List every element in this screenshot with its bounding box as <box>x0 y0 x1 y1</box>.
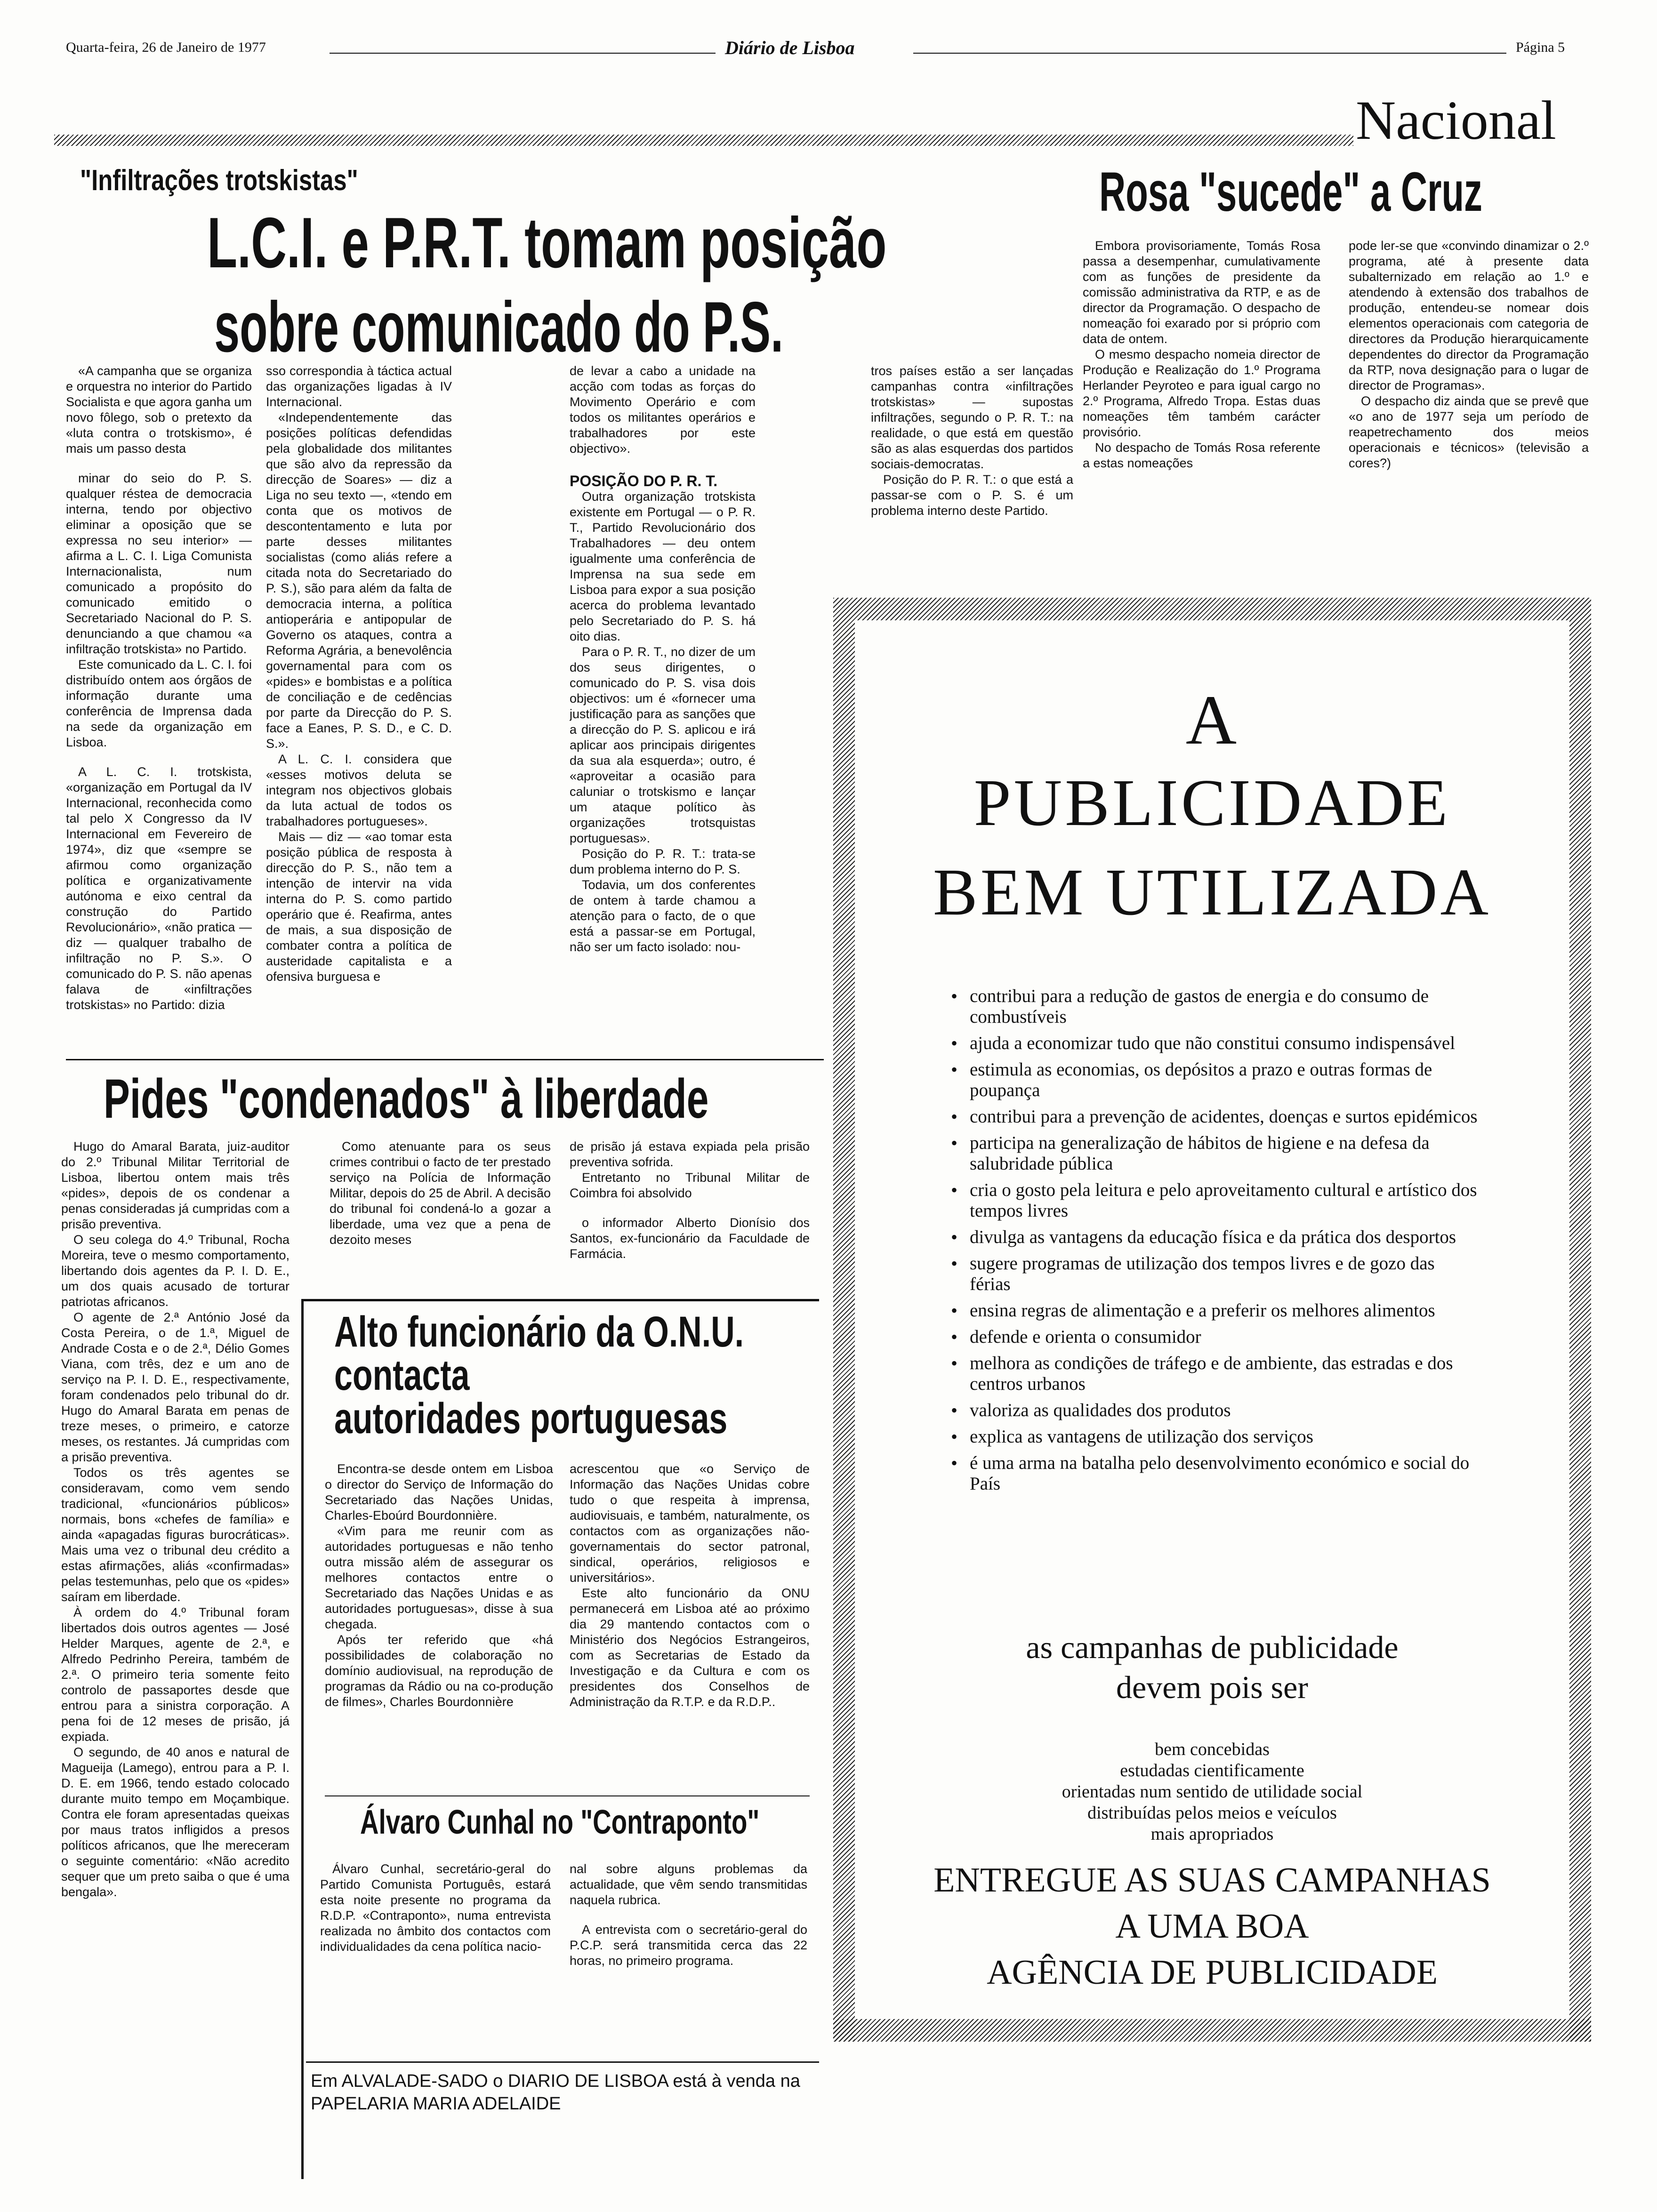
onu-c2-p2: Este alto funcionário da ONU permanecerá em Lisboa até ao próximo dia 29 mantendo contactos com o Ministério dos Negócios Estrangeiros, com as Secretarias de Estado da Investigação e da Cultura e com os presidentes dos Conselhos de Administração da R.T.P. e da R.D.P.. <box>570 1586 810 1709</box>
ad-bullet: • sugere programas de utilização dos tempos livres e de gozo das férias <box>951 1253 1478 1295</box>
rosa-c1-p2: O mesmo despacho nomeia director de Produção e Realização do 1.º Programa Herlander Peyroteo e para igual cargo no 2.º Programa, Alfredo Tropa. Estas duas nomeações têm também carácter provisório. <box>1083 347 1320 439</box>
rosa-c1-p3: No despacho de Tomás Rosa referente a estas nomeações <box>1083 441 1320 470</box>
ad-footer-line-3: AGÊNCIA DE PUBLICIDADE <box>987 1953 1438 1992</box>
onu-box-left <box>301 1299 304 2179</box>
ad-frame-bottom <box>833 2019 1591 2042</box>
cunhal-c2-p2: A entrevista com o secretário-geral do P.C.P. será transmitida cerca das 22 horas, no primeiro programa. <box>570 1923 807 1968</box>
ad-bullet: • participa na generalização de hábitos de higiene e na defesa da salubridade pública <box>951 1133 1478 1174</box>
cunhal-headline: Álvaro Cunhal no "Contraponto" <box>360 1803 760 1841</box>
lci-c1-p3: Este comunicado da L. C. I. foi distribuído ontem aos órgãos de informação durante uma conferência de Imprensa dada na sede da organização em Lisboa. <box>66 657 252 749</box>
ad-small-line: estudadas cientificamente <box>1120 1761 1304 1780</box>
pides-c2-p1: Como atenuante para os seus crimes contribui o facto de ter prestado serviço na Polícia de Informação Militar, depois do 25 de Abril. A decisão do tribunal foi condená-lo a gozar a liberdade, uma vez que a pena de dezoito meses <box>330 1139 551 1247</box>
ad-small-line: orientadas num sentido de utilidade social <box>1062 1782 1363 1802</box>
ad-bullet: • explica as vantagens de utilização dos serviços <box>951 1427 1478 1447</box>
page-number: Página 5 <box>1516 40 1565 55</box>
cunhal-column-1 <box>320 1861 551 2050</box>
pides-c1-p1: Hugo do Amaral Barata, juiz-auditor do 2.º Tribunal Militar Territorial de Lisboa, libertou ontem mais três «pides», depois de os condenar a penas consideradas já cumpridas com a prisão preventiva. <box>61 1139 290 1231</box>
pides-c1-p5: À ordem do 4.º Tribunal foram libertados dois outros agentes — José Helder Marques, agente de 2.ª, e Alfredo Pedrinho Pereira, também de 2.ª. O primeiro teria somente feito controlo de passaportes desde que entrou para a sinistra corporação. A pena foi de 12 meses de prisão, já expiada. <box>61 1605 290 1744</box>
lci-column-2 <box>266 363 452 1041</box>
lci-c1-p4: A L. C. I. trotskista, «organização em Portugal da IV Internacional, reconhecida como tal pelo X Congresso da IV Internacional em Fevereiro de 1974», diz que «sempre se afirmou como organização política e organizativamente autónoma e eixo central da construção do Partido Revolucionário», «não pratica — diz — qualquer trabalho de infiltração no P. S.». O comunicado do P. S. não apenas falava de «infiltrações trotskistas» no Partido: dizia <box>66 765 252 1012</box>
ad-frame-left <box>833 598 855 2042</box>
onu-box-top <box>301 1299 819 1301</box>
lci-c2-p2: «Independentemente das posições políticas defendidas pela globalidade dos militantes que são alvo da repressão da direcção de Soares» — diz a Liga no seu texto —, «tendo em conta que os motivos de descontentamento e luta por parte desses militantes socialistas (como aliás refere a citada nota do Secretariado do P. S.), são para além da falta de democracia interna, a política antioperária e antipopular de Governo os ataques, contra a Reforma Agrária, a benevolência governamental para com os «pides» e bombistas e a política de conciliação e de cedências por parte da Direcção do P. S. face a Eanes, P. S. D., e C. D. S.». <box>266 410 452 751</box>
pides-c3-p3: o informador Alberto Dionísio dos Santos, ex-funcionário da Faculdade de Farmácia. <box>570 1216 810 1261</box>
onu-column-2 <box>570 1461 810 1781</box>
lci-column-4 <box>871 363 1073 570</box>
ad-footer-line-1: ENTREGUE AS SUAS CAMPANHAS <box>933 1861 1491 1899</box>
lci-c3-p2: Outra organização trotskista existente em Portugal — o P. R. T., Partido Revolucionário dos Trabalhadores — deu ontem igualmente uma conferência de Imprensa na sua sede em Lisboa para expor a sua posição acerca do problema levantado pelo Secretariado do P. S. há oito dias. <box>570 489 756 643</box>
section-hatch-bar <box>54 135 1353 146</box>
header-rule-right <box>913 53 1506 54</box>
pides-column-1 <box>61 1139 290 2118</box>
pides-c3-p1: de prisão já estava expiada pela prisão preventiva sofrida. <box>570 1139 810 1169</box>
divider-notice <box>306 2061 819 2063</box>
ad-bullet: • defende e orienta o consumidor <box>951 1327 1478 1347</box>
ad-bullet: • contribui para a prevenção de acidentes, doenças e surtos epidémicos <box>951 1106 1478 1127</box>
lci-column-1 <box>66 363 252 1041</box>
ad-mid-line-1: as campanhas de publicidade <box>1026 1629 1399 1665</box>
rosa-c2-p2: O despacho diz ainda que se prevê que «o ano de 1977 seja um período de reapetrechamento dos meios operacionais e técnicos» (televisão a cores?) <box>1349 394 1589 470</box>
ad-frame-right <box>1569 598 1591 2042</box>
header-date: Quarta-feira, 26 de Janeiro de 1977 <box>66 40 266 55</box>
divider-middle <box>66 1059 824 1060</box>
lci-c2-p4: Mais — diz — «ao tomar esta posição pública de resposta à direcção do P. S., não tem a intenção de intervir na vida interna do P. S. como partido operário que é. Reafirma, antes de mais, a sua disposição de combater contra a política de austeridade capitalista e a ofensiva burguesa e <box>266 830 452 984</box>
lci-c3-p3: Para o P. R. T., no dizer de um dos seus dirigentes, o comunicado do P. S. visa dois objectivos: um é «fornecer uma justificação para as sanções que a direcção do P. S. aplicou e irá aplicar aos principais dirigentes da sua ala esquerda»; outro, é «aproveitar a ocasião para caluniar o trotskismo e lançar um ataque político às organizações trotsquistas portuguesas». <box>570 645 756 845</box>
lci-c3-subheading: POSIÇÃO DO P. R. T. <box>570 473 718 489</box>
lci-c4-p1: tros países estão a ser lançadas campanhas contra «infiltrações trotskistas» — supostas infiltrações, segundo o P. R. T.: na realidade, o que está em questão são as alas esquerdas dos partidos sociais-democratas. <box>871 364 1073 471</box>
lci-headline-2: sobre comunicado do P.S. <box>214 287 784 367</box>
ad-headline-a: A <box>1185 681 1239 759</box>
pides-c1-p6: O segundo, de 40 anos e natural de Magueija (Lamego), entrou para a P. I. D. E. em 1966, tendo estado colocado durante muito tempo em Moçambique. Contra ele foram apresentadas queixas por maus tratos infligidos a presos políticos africanos, que lhe mereceram o seguinte comentário: «Não acredito sequer que um preto saiba o que é uma bengala». <box>61 1745 290 1899</box>
pides-c1-p4: Todos os três agentes se consideravam, como vem sendo tradicional, «funcionários públicos» normais, bons «chefes de família» e ainda «apagadas figuras burocráticas». Mais uma vez o tribunal deu crédito a estas afirmações, aliás «confirmadas» pelas testemunhas, pelo que os «pides» saíram em liberdade. <box>61 1466 290 1604</box>
lci-column-3 <box>570 363 756 1041</box>
pides-headline: Pides "condenados" à liberdade <box>104 1068 709 1130</box>
pides-c3-p2: Entretanto no Tribunal Militar de Coimbra foi absolvido <box>570 1170 810 1200</box>
ad-footer-line-2: A UMA BOA <box>1115 1907 1309 1946</box>
onu-headline-1: Alto funcionário da O.N.U. <box>334 1308 744 1356</box>
ad-bullet: • valoriza as qualidades dos produtos <box>951 1400 1478 1421</box>
pides-column-3 <box>570 1139 810 1290</box>
ad-small-line: mais apropriados <box>1150 1824 1274 1844</box>
ad-bullet: • ensina regras de alimentação e a preferir os melhores alimentos <box>951 1300 1478 1321</box>
lci-kicker: "Infiltrações trotskistas" <box>80 164 358 197</box>
ad-bullet: • estimula as economias, os depósitos a prazo e outras formas de poupança <box>951 1059 1478 1101</box>
onu-headline-3: autoridades portuguesas <box>334 1395 728 1443</box>
ad-headline-bem-utilizada: BEM UTILIZADA <box>933 855 1492 929</box>
header-rule-left <box>330 53 716 54</box>
masthead: Diário de Lisboa <box>725 37 855 58</box>
lci-headline-1: L.C.I. e P.R.T. tomam posição <box>207 203 887 283</box>
ad-bullet: • contribui para a redução de gastos de energia e do consumo de combustíveis <box>951 986 1478 1027</box>
lci-c1-p1: «A campanha que se organiza e orquestra no interior do Partido Socialista e que agora ganha um novo fôlego, sob o pretexto da «luta contra o trotskismo», é mais um passo desta <box>66 364 252 456</box>
ad-bullet-list <box>951 986 1478 1500</box>
onu-c1-p1: Encontra-se desde ontem em Lisboa o director do Serviço de Informação do Secretariado das Nações Unidas, Charles-Eboúrd Bourdonnière. <box>325 1462 553 1523</box>
ad-frame-top <box>833 598 1591 620</box>
section-title: Nacional <box>1356 89 1556 151</box>
ad-small-line: bem concebidas <box>1155 1739 1270 1759</box>
ad-bullet: • ajuda a economizar tudo que não constitui consumo indispensável <box>951 1033 1478 1054</box>
pides-c1-p3: O agente de 2.ª António José da Costa Pereira, o de 1.ª, Miguel de Andrade Costa e o de 2.ª, Délio Gomes Viana, com três, dez e um ano de serviço na P. I. D. E., respectivamente, foram condenados pelo tribunal do dr. Hugo do Amaral Barata em penas de treze meses, o primeiro, e catorze meses, os restantes. Já cumpridas com a prisão preventiva. <box>61 1310 290 1464</box>
rosa-headline: Rosa "sucede" a Cruz <box>1099 161 1482 223</box>
cunhal-c1-p1: Álvaro Cunhal, secretário-geral do Partido Comunista Português, estará esta noite presente no programa da R.D.P. «Contraponto», numa entrevista realizada no âmbito dos contactos com individualidades da cena política nacio- <box>320 1862 551 1954</box>
rosa-column-2 <box>1349 238 1589 577</box>
rosa-c2-p1: pode ler-se que «convindo dinamizar o 2.º programa, até à presente data subalternizado em relação ao 1.º e atendendo à extensão dos trabalhos de produção, entendeu-se nomear dois elementos operacionais com categoria de directores da Produção hierarquicamente dependentes do director da Programação da RTP, nova designação para o lugar de director de Programas». <box>1349 239 1589 393</box>
lci-c3-p5: Todavia, um dos conferentes de ontem à tarde chamou a atenção para o facto, de o que está a passar-se em Portugal, não ser um facto isolado: nou- <box>570 878 756 954</box>
onu-c1-p3: Após ter referido que «há possibilidades de colaboração no domínio audiovisual, na reprodução de programas da Rádio ou na co-produção de filmes», Charles Bourdonnière <box>325 1633 553 1709</box>
onu-headline-2: contacta <box>334 1351 470 1399</box>
lci-c1-p2: minar do seio do P. S. qualquer réstea de democracia interna, tendo por objectivo eliminar a oposição que se expressa no seu interior» — afirma a L. C. I. Liga Comunista Internacionalista, num comunicado a propósito do comunicado emitido o Secretariado Nacional do P. S. denunciando a que chamou «a infiltração trotskista» no Partido. <box>66 471 252 656</box>
lci-c2-p1: sso correspondia à táctica actual das organizações ligadas à IV Internacional. <box>266 364 452 409</box>
ad-headline-publicidade: PUBLICIDADE <box>973 765 1451 840</box>
ad-mid-line-2: devem pois ser <box>1116 1669 1308 1705</box>
divider-cunhal <box>325 1795 810 1796</box>
lci-c3-p1: de levar a cabo a unidade na acção com todas as forças do Movimento Operário e com todos os militantes operários e trabalhadores por este objectivo». <box>570 364 756 456</box>
ad-bullet: • melhora as condições de tráfego e de ambiente, das estradas e dos centros urbanos <box>951 1353 1478 1395</box>
ad-bullet: • é uma arma na batalha pelo desenvolvimento económico e social do País <box>951 1453 1478 1494</box>
rosa-column-1 <box>1083 238 1320 577</box>
lci-c2-p3: A L. C. I. considera que «esses motivos deluta se integram nos objectivos globais da luta actual de todos os trabalhadores portugueses». <box>266 752 452 828</box>
cunhal-c2-p1: nal sobre alguns problemas da actualidade, que vêm sendo transmitidas naquela rubrica. <box>570 1862 807 1907</box>
lci-c4-p2: Posição do P. R. T.: o que está a passar-se com o P. S. é um problema interno deste Partido. <box>871 473 1073 518</box>
notice-text: Em ALVALADE-SADO o DIARIO DE LISBOA está à venda na PAPELARIA MARIA ADELAIDE <box>311 2071 800 2114</box>
onu-c1-p2: «Vim para me reunir com as autoridades portuguesas e não tenho outra missão além de assegurar os melhores contactos entre o Secretariado das Nações Unidas e as autoridades portuguesas», disse à sua chegada. <box>325 1524 553 1631</box>
ad-bullet: • cria o gosto pela leitura e pelo aproveitamento cultural e artístico dos tempos livres <box>951 1180 1478 1221</box>
ad-bullet: • divulga as vantagens da educação física e da prática dos desportos <box>951 1227 1478 1248</box>
lci-c3-p4: Posição do P. R. T.: trata-se dum problema interno do P. S. <box>570 847 756 876</box>
pides-column-2 <box>330 1139 551 1290</box>
onu-c2-p1: acrescentou que «o Serviço de Informação das Nações Unidas cobre tudo o que respeita à imprensa, audiovisuais, e também, naturalmente, os contactos com as organizações não-governamentais do sector patronal, sindical, operários, religiosos e universitários». <box>570 1462 810 1585</box>
pides-c1-p2: O seu colega do 4.º Tribunal, Rocha Moreira, teve o mesmo comportamento, libertando dois agentes da P. I. D. E., um dos quais acusado de torturar patriotas africanos. <box>61 1233 290 1309</box>
cunhal-column-2 <box>570 1861 807 2050</box>
ad-small-list <box>855 1739 1569 1845</box>
onu-column-1 <box>325 1461 553 1781</box>
ad-small-line: distribuídas pelos meios e veículos <box>1087 1803 1337 1823</box>
rosa-c1-p1: Embora provisoriamente, Tomás Rosa passa a desempenhar, cumulativamente com as funções de presidente da comissão administrativa da RTP, e as de director da Programação. O despacho de nomeação foi exarado por si próprio com data de ontem. <box>1083 239 1320 346</box>
